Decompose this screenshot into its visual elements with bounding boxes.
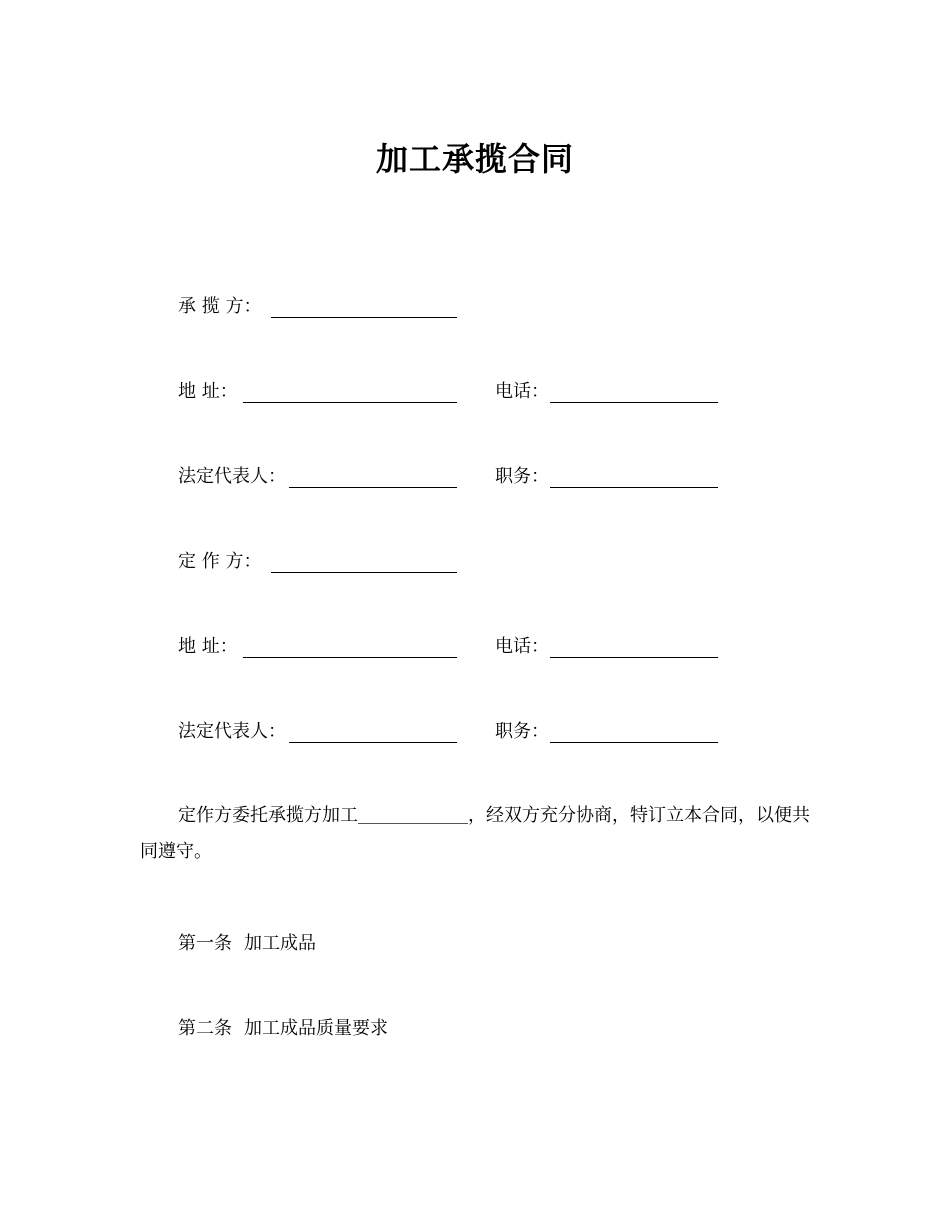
contractor-phone-blank — [550, 402, 718, 403]
contractor-position-label: 职务： — [495, 466, 549, 487]
client-position-blank — [550, 742, 718, 743]
contractor-address-label: 地 址： — [178, 381, 238, 402]
client-legal-rep-row — [0, 721, 950, 747]
client-legal-rep-blank — [289, 742, 457, 743]
intro-text-after: ，经双方充分协商，特订立本合同，以便共同遵守。 — [140, 805, 810, 862]
client-legal-rep-label: 法定代表人： — [178, 721, 286, 742]
contractor-party-row — [0, 296, 950, 322]
contractor-party-blank — [271, 317, 457, 318]
contractor-legal-rep-blank — [289, 487, 457, 488]
article-title: 加工成品质量要求 — [244, 1018, 388, 1039]
contractor-address-blank — [243, 402, 457, 403]
client-address-label: 地 址： — [178, 636, 238, 657]
client-address-row — [0, 636, 950, 662]
article-2 — [178, 1018, 388, 1040]
article-1 — [178, 933, 316, 955]
intro-paragraph — [140, 798, 815, 870]
contractor-legal-rep-row — [0, 466, 950, 492]
article-number: 第一条 — [178, 933, 232, 954]
client-phone-label: 电话： — [495, 636, 549, 657]
client-party-label: 定 作 方： — [178, 551, 262, 572]
client-address-blank — [243, 657, 457, 658]
client-party-blank — [271, 572, 457, 573]
intro-text-before: 定作方委托承揽方加工 — [178, 805, 358, 826]
product-blank — [358, 805, 468, 824]
contractor-phone-label: 电话： — [495, 381, 549, 402]
client-phone-blank — [550, 657, 718, 658]
contractor-party-label: 承 揽 方： — [178, 296, 262, 317]
article-title: 加工成品 — [244, 933, 316, 954]
contractor-address-row — [0, 381, 950, 407]
contractor-position-blank — [550, 487, 718, 488]
contractor-legal-rep-label: 法定代表人： — [178, 466, 286, 487]
client-party-row — [0, 551, 950, 577]
document-title: 加工承揽合同 — [375, 140, 574, 178]
article-number: 第二条 — [178, 1018, 232, 1039]
client-position-label: 职务： — [495, 721, 549, 742]
